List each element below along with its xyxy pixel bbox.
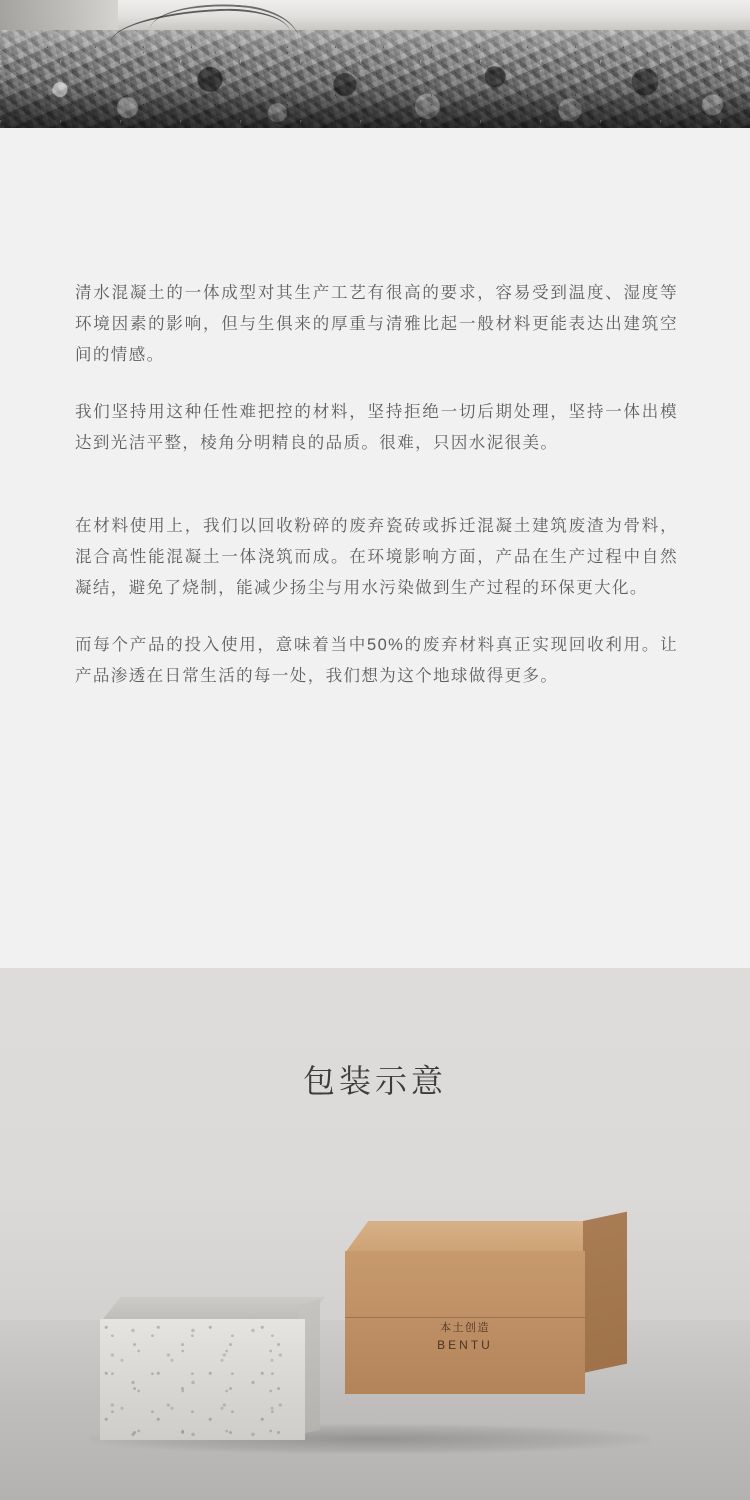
planter-speckle-texture [100,1319,305,1440]
box-logo-en: BENTU [437,1338,493,1352]
description-section [0,128,750,968]
packaging-section [0,968,750,1500]
hero-bottom-shadow [0,86,750,128]
hero-rubble-image [0,0,750,128]
paragraph-3: 在材料使用上，我们以回收粉碎的废弃瓷砖或拆迁混凝土建筑废渣为骨料，混合高性能混凝土一体浇筑而成。在环境影响方面，产品在生产过程中自然凝结，避免了烧制，能减少扬尘与用水污染做到生产过程的环保更大化。 [75,517,678,597]
paragraph-1: 清水混凝土的一体成型对其生产工艺有很高的要求，容易受到温度、湿度等环境因素的影响，但与生俱来的厚重与清雅比起一般材料更能表达出建筑空间的情感。 [75,284,678,364]
concrete-planter [100,1297,320,1440]
box-logo-cn: 本土创造 [440,1322,490,1334]
box-lid-seam [345,1317,585,1318]
box-top-face [345,1221,608,1253]
description-copy [75,278,678,692]
packaging-box [345,1221,627,1394]
packaging-title: 包装示意 [302,1063,447,1099]
wall-stain [0,0,118,30]
paragraph-4: 而每个产品的投入使用，意味着当中50%的废弃材料真正实现回收利用。让产品渗透在日常生活的每一处，我们想为这个地球做得更多。 [75,636,678,685]
box-side-face [583,1212,627,1373]
box-logo [345,1319,585,1352]
paragraph-2: 我们坚持用这种任性难把控的材料，坚持拒绝一切后期处理，坚持一体出模达到光洁平整，棱角分明精良的品质。很难，只因水泥很美。 [75,403,678,452]
